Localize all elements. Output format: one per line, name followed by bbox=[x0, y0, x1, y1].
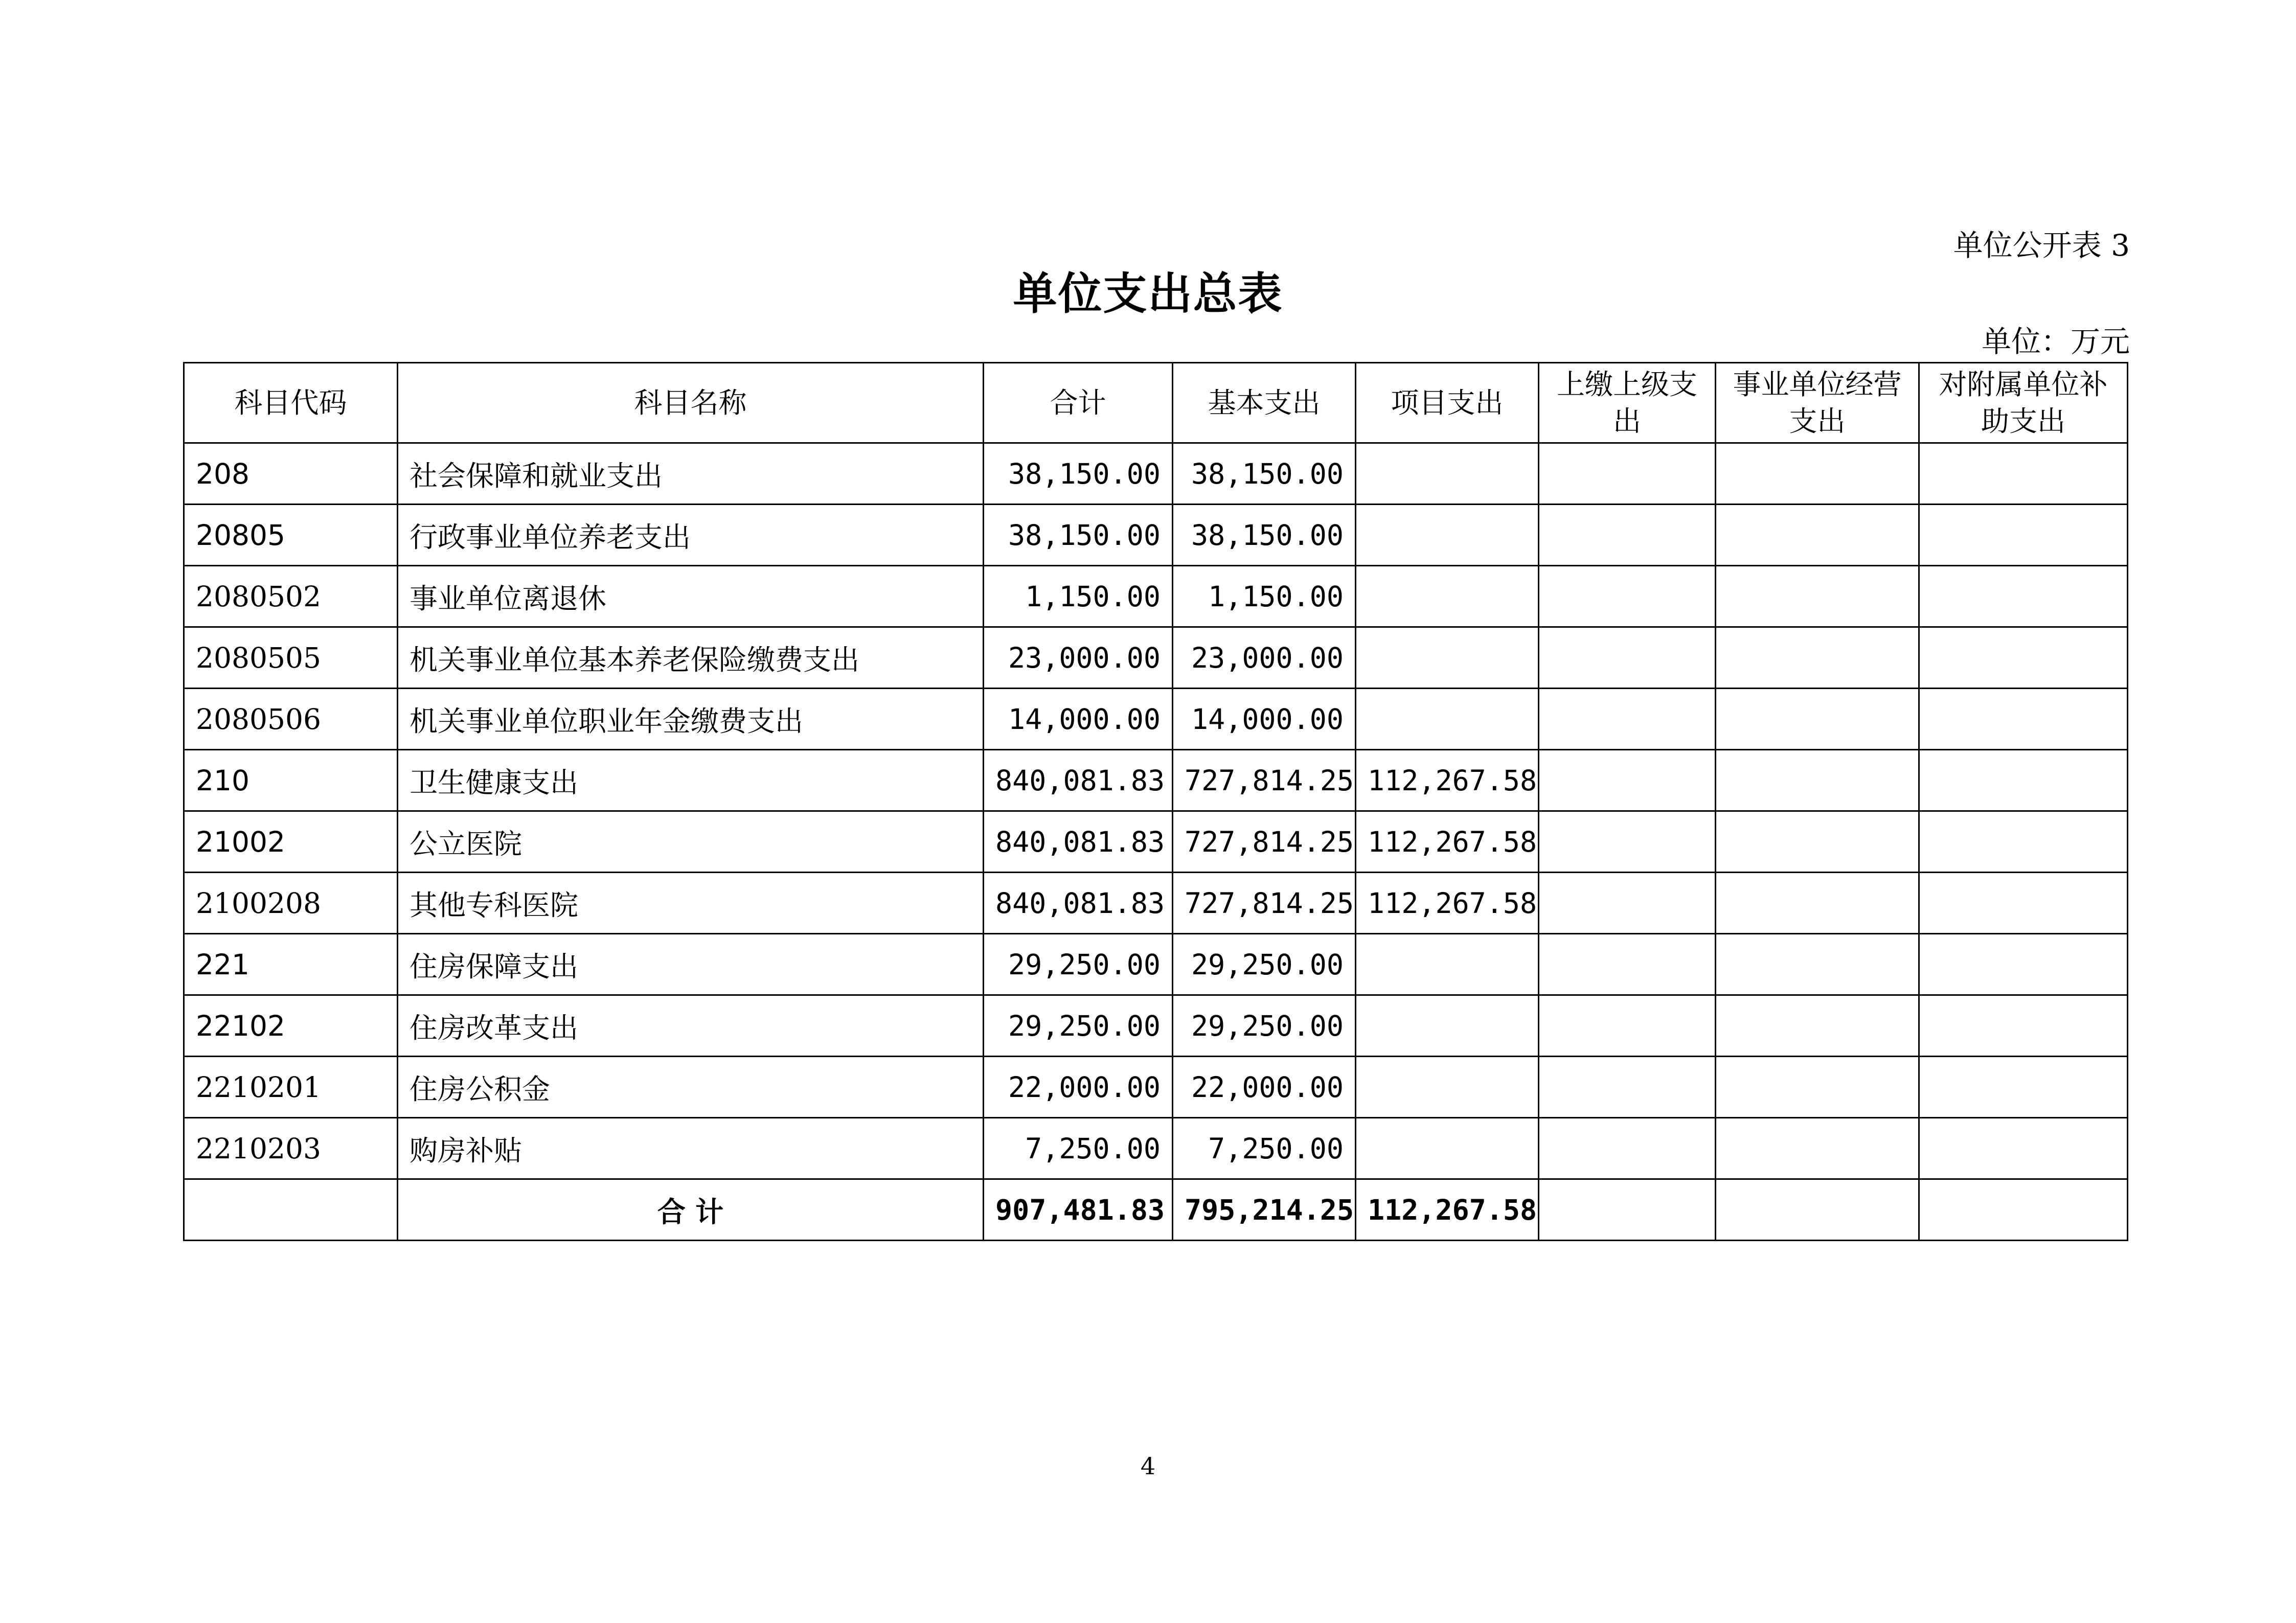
row-basic: 7,250.00 bbox=[1173, 1118, 1356, 1179]
row-code: 2100208 bbox=[184, 873, 398, 934]
row-business bbox=[1716, 689, 1919, 750]
row-basic: 29,250.00 bbox=[1173, 934, 1356, 995]
row-project bbox=[1356, 995, 1539, 1057]
row-name: 机关事业单位职业年金缴费支出 bbox=[398, 689, 984, 750]
row-total: 840,081.83 bbox=[984, 750, 1173, 811]
row-subsidy bbox=[1919, 1118, 2128, 1179]
table-row bbox=[184, 811, 2128, 873]
row-project: 112,267.58 bbox=[1356, 750, 1539, 811]
row-code: 2210201 bbox=[184, 1057, 398, 1118]
row-project bbox=[1356, 689, 1539, 750]
row-business bbox=[1716, 443, 1919, 505]
row-subsidy bbox=[1919, 627, 2128, 689]
row-name: 行政事业单位养老支出 bbox=[398, 505, 984, 566]
total-project: 112,267.58 bbox=[1356, 1179, 1539, 1241]
row-business bbox=[1716, 566, 1919, 627]
row-name: 卫生健康支出 bbox=[398, 750, 984, 811]
row-upper bbox=[1539, 627, 1716, 689]
row-name: 机关事业单位基本养老保险缴费支出 bbox=[398, 627, 984, 689]
row-basic: 727,814.25 bbox=[1173, 811, 1356, 873]
row-subsidy bbox=[1919, 995, 2128, 1057]
row-project bbox=[1356, 1118, 1539, 1179]
row-subsidy bbox=[1919, 750, 2128, 811]
row-basic: 1,150.00 bbox=[1173, 566, 1356, 627]
header-subsidy: 对附属单位补助支出 bbox=[1919, 363, 2128, 443]
table-header-row bbox=[184, 363, 2128, 443]
form-number: 单位公开表 3 bbox=[1953, 228, 2130, 263]
row-basic: 23,000.00 bbox=[1173, 627, 1356, 689]
row-upper bbox=[1539, 995, 1716, 1057]
row-subsidy bbox=[1919, 505, 2128, 566]
row-upper bbox=[1539, 811, 1716, 873]
row-code: 208 bbox=[184, 443, 398, 505]
row-project: 112,267.58 bbox=[1356, 873, 1539, 934]
row-project: 112,267.58 bbox=[1356, 811, 1539, 873]
header-code: 科目代码 bbox=[184, 363, 398, 443]
row-total: 23,000.00 bbox=[984, 627, 1173, 689]
row-code: 21002 bbox=[184, 811, 398, 873]
row-upper bbox=[1539, 1118, 1716, 1179]
total-label: 合 计 bbox=[398, 1179, 984, 1241]
row-name: 公立医院 bbox=[398, 811, 984, 873]
row-basic: 38,150.00 bbox=[1173, 443, 1356, 505]
row-name: 其他专科医院 bbox=[398, 873, 984, 934]
header-business: 事业单位经营支出 bbox=[1716, 363, 1919, 443]
unit-label: 单位：万元 bbox=[1981, 324, 2130, 359]
row-business bbox=[1716, 1057, 1919, 1118]
row-business bbox=[1716, 995, 1919, 1057]
row-project bbox=[1356, 627, 1539, 689]
row-basic: 38,150.00 bbox=[1173, 505, 1356, 566]
row-upper bbox=[1539, 750, 1716, 811]
row-total: 38,150.00 bbox=[984, 505, 1173, 566]
row-name: 住房保障支出 bbox=[398, 934, 984, 995]
row-name: 购房补贴 bbox=[398, 1118, 984, 1179]
row-total: 29,250.00 bbox=[984, 995, 1173, 1057]
row-upper bbox=[1539, 505, 1716, 566]
table-row bbox=[184, 1057, 2128, 1118]
row-subsidy bbox=[1919, 873, 2128, 934]
row-upper bbox=[1539, 566, 1716, 627]
row-total: 22,000.00 bbox=[984, 1057, 1173, 1118]
expenditure-table bbox=[183, 362, 2128, 1241]
total-business bbox=[1716, 1179, 1919, 1241]
row-business bbox=[1716, 627, 1919, 689]
row-name: 住房公积金 bbox=[398, 1057, 984, 1118]
row-name: 事业单位离退休 bbox=[398, 566, 984, 627]
row-project bbox=[1356, 505, 1539, 566]
row-basic: 14,000.00 bbox=[1173, 689, 1356, 750]
header-project: 项目支出 bbox=[1356, 363, 1539, 443]
header-total: 合计 bbox=[984, 363, 1173, 443]
row-total: 840,081.83 bbox=[984, 873, 1173, 934]
row-code: 2210203 bbox=[184, 1118, 398, 1179]
page-number: 4 bbox=[1140, 1452, 1156, 1480]
row-subsidy bbox=[1919, 443, 2128, 505]
row-project bbox=[1356, 1057, 1539, 1118]
header-name: 科目名称 bbox=[398, 363, 984, 443]
row-project bbox=[1356, 443, 1539, 505]
row-upper bbox=[1539, 443, 1716, 505]
table-row bbox=[184, 689, 2128, 750]
table-row bbox=[184, 750, 2128, 811]
row-business bbox=[1716, 750, 1919, 811]
row-code: 22102 bbox=[184, 995, 398, 1057]
row-total: 840,081.83 bbox=[984, 811, 1173, 873]
row-code: 221 bbox=[184, 934, 398, 995]
total-upper bbox=[1539, 1179, 1716, 1241]
table-row bbox=[184, 1118, 2128, 1179]
row-upper bbox=[1539, 689, 1716, 750]
table-row bbox=[184, 566, 2128, 627]
row-total: 7,250.00 bbox=[984, 1118, 1173, 1179]
row-upper bbox=[1539, 934, 1716, 995]
row-subsidy bbox=[1919, 934, 2128, 995]
table-row bbox=[184, 505, 2128, 566]
row-project bbox=[1356, 566, 1539, 627]
row-upper bbox=[1539, 1057, 1716, 1118]
row-name: 社会保障和就业支出 bbox=[398, 443, 984, 505]
total-row-code-cell bbox=[184, 1179, 398, 1241]
row-basic: 29,250.00 bbox=[1173, 995, 1356, 1057]
row-upper bbox=[1539, 873, 1716, 934]
row-code: 2080506 bbox=[184, 689, 398, 750]
header-upper: 上缴上级支出 bbox=[1539, 363, 1716, 443]
row-basic: 22,000.00 bbox=[1173, 1057, 1356, 1118]
row-code: 210 bbox=[184, 750, 398, 811]
page-title: 单位支出总表 bbox=[1013, 268, 1283, 319]
total-total: 907,481.83 bbox=[984, 1179, 1173, 1241]
header-basic: 基本支出 bbox=[1173, 363, 1356, 443]
row-total: 29,250.00 bbox=[984, 934, 1173, 995]
row-code: 20805 bbox=[184, 505, 398, 566]
table-row bbox=[184, 627, 2128, 689]
row-business bbox=[1716, 811, 1919, 873]
row-code: 2080502 bbox=[184, 566, 398, 627]
row-basic: 727,814.25 bbox=[1173, 750, 1356, 811]
row-business bbox=[1716, 873, 1919, 934]
row-subsidy bbox=[1919, 1057, 2128, 1118]
row-basic: 727,814.25 bbox=[1173, 873, 1356, 934]
row-total: 1,150.00 bbox=[984, 566, 1173, 627]
total-basic: 795,214.25 bbox=[1173, 1179, 1356, 1241]
row-subsidy bbox=[1919, 566, 2128, 627]
row-project bbox=[1356, 934, 1539, 995]
row-business bbox=[1716, 1118, 1919, 1179]
row-code: 2080505 bbox=[184, 627, 398, 689]
table-row bbox=[184, 443, 2128, 505]
row-name: 住房改革支出 bbox=[398, 995, 984, 1057]
row-total: 38,150.00 bbox=[984, 443, 1173, 505]
table-row bbox=[184, 873, 2128, 934]
row-business bbox=[1716, 505, 1919, 566]
table-row bbox=[184, 995, 2128, 1057]
total-row bbox=[184, 1179, 2128, 1241]
row-subsidy bbox=[1919, 811, 2128, 873]
row-total: 14,000.00 bbox=[984, 689, 1173, 750]
row-subsidy bbox=[1919, 689, 2128, 750]
total-subsidy bbox=[1919, 1179, 2128, 1241]
table-row bbox=[184, 934, 2128, 995]
row-business bbox=[1716, 934, 1919, 995]
